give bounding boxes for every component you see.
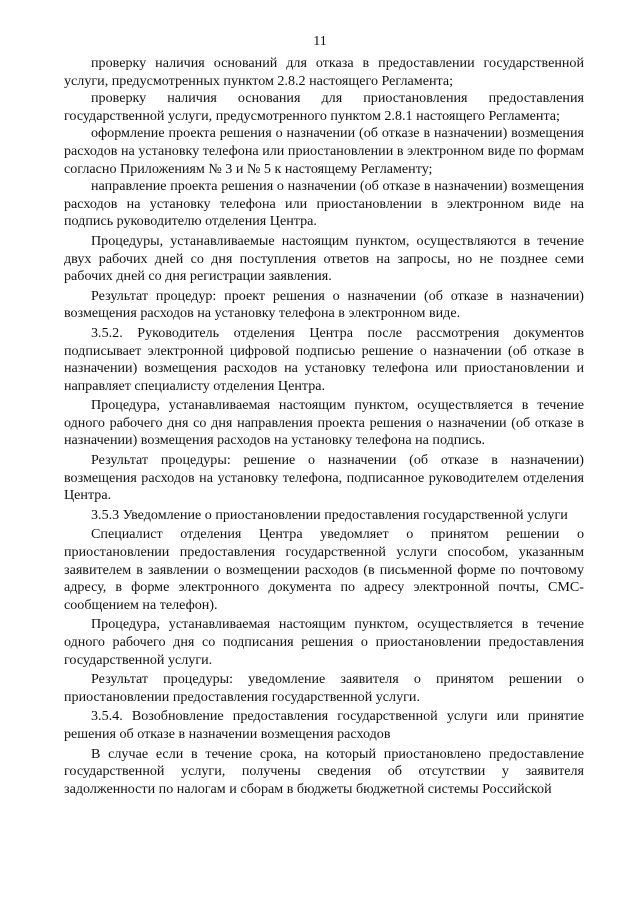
paragraph-send-draft: направление проекта решения о назначении (об отказе в назначении) возмещения расходов на установку телефона или приостановлении в электронном виде на подпись руководителю отделения Центра. <box>64 178 584 230</box>
paragraph-draft-decision: оформление проекта решения о назначении (об отказе в назначении) возмещения расходов на установку телефона или приостановлении в электронном виде по формам согласно Приложениям № 3 и № 5 к настоящему Регламенту; <box>64 125 584 177</box>
page-number: 11 <box>313 34 327 49</box>
paragraph-section-3-5-4-heading: 3.5.4. Возобновление предоставления государственной услуги или принятие решения об отказе в назначении возмещения расходов <box>64 708 584 742</box>
paragraph-section-3-5-2: 3.5.2. Руководитель отделения Центра после рассмотрения документов подписывает электронной цифровой подписью решение о назначении (об отказе в назначении) возмещения расходов на установку телефона или приостановлении и направляет специалисту отделения Центра. <box>64 324 584 394</box>
document-body <box>64 55 584 798</box>
paragraph-3-5-3-timing: Процедура, устанавливаемая настоящим пунктом, осуществляется в течение одного рабочего дня со подписания решения о приостановлении предоставления государственной услуги. <box>64 616 584 668</box>
paragraph-3-5-2-timing: Процедура, устанавливаемая настоящим пунктом, осуществляется в течение одного рабочего дня со дня направления проекта решения о назначении (об отказе в назначении) возмещения расходов на установку телефона на подпись. <box>64 397 584 449</box>
paragraph-3-5-3-notification: Специалист отделения Центра уведомляет о принятом решении о приостановлении предоставления государственной услуги способом, указанным заявителем в заявлении о возмещении расходов (в письменной форме по почтовому адресу, в форме электронного документа по адресу электронной почты, СМС-сообщением на телефон). <box>64 526 584 613</box>
paragraph-check-refusal-grounds: проверку наличия оснований для отказа в предоставлении государственной услуги, предусмотренных пунктом 2.8.2 настоящего Регламента; <box>64 55 584 89</box>
paragraph-section-3-5-3-heading: 3.5.3 Уведомление о приостановлении предоставления государственной услуги <box>91 506 568 523</box>
paragraph-3-5-4-body: В случае если в течение срока, на который приостановлено предоставление государственной услуги, получены сведения об отсутствии у заявителя задолженности по налогам и сборам в бюджеты бюджетной системы Российской <box>64 745 584 797</box>
paragraph-check-suspension-grounds: проверку наличия основания для приостановления предоставления государственной услуги, предусмотренного пунктом 2.8.1 настоящего Регламента; <box>64 90 584 124</box>
paragraph-procedures-result: Результат процедур: проект решения о назначении (об отказе в назначении) возмещения расходов на установку телефона в электронном виде. <box>64 287 584 322</box>
paragraph-3-5-3-result: Результат процедуры: уведомление заявителя о принятом решении о приостановлении предоставления государственной услуги. <box>64 671 584 705</box>
paragraph-procedures-timing: Процедуры, устанавливаемые настоящим пунктом, осуществляются в течение двух рабочих дней со дня поступления ответов на запросы, но не позднее семи рабочих дней со дня регистрации заявления. <box>64 232 584 285</box>
paragraph-3-5-2-result: Результат процедуры: решение о назначении (об отказе в назначении) возмещения расходов на установку телефона, подписанное руководителем отделения Центра. <box>64 452 584 504</box>
